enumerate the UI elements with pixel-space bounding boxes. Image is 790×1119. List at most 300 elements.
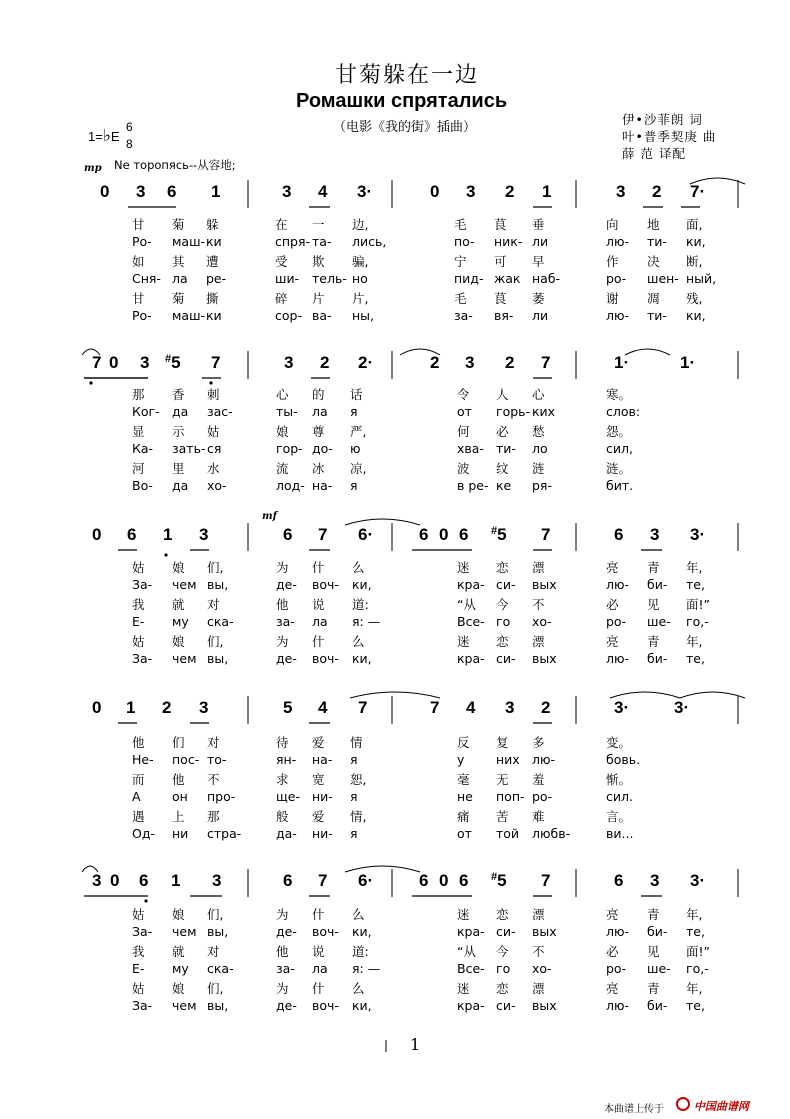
lyric-syllable: 难: [532, 809, 545, 825]
site-logo: [676, 1097, 749, 1114]
jianpu-note: 0: [110, 871, 120, 890]
lyric-syllable: ви...: [606, 826, 634, 841]
lyric-syllable: ши-: [275, 270, 300, 286]
lyric-syllable: 水: [207, 461, 220, 477]
jianpu-note: 3: [505, 698, 515, 717]
title-russian: Ромашки спрятались: [296, 90, 508, 112]
lyric-syllable: 可: [494, 254, 507, 270]
lyric-syllable: 娘: [276, 424, 289, 440]
lyric-syllable: 复: [496, 735, 509, 750]
jianpu-note: 7: [430, 698, 440, 717]
lyric-syllable: 漂: [532, 907, 545, 922]
lyric-syllable: 迷: [457, 634, 470, 650]
lyric-syllable: де-: [276, 998, 297, 1013]
lyric-syllable: 么: [352, 634, 365, 650]
lyric-syllable: 道:: [352, 944, 369, 960]
lyric-syllable: воч-: [312, 576, 339, 592]
jianpu-note: 0: [92, 525, 102, 544]
credit-lyricist: 伊•沙菲朗 词: [622, 112, 703, 127]
lyric-syllable: 般: [276, 809, 289, 825]
lyric-syllable: ты-: [276, 403, 298, 419]
jianpu-note: 2: [505, 182, 515, 201]
lyric-syllable: 凋: [647, 291, 660, 307]
lyric-syllable: 涟: [532, 461, 545, 477]
lyric-syllable: вы,: [207, 576, 229, 592]
lyric-syllable: ре-: [206, 270, 227, 286]
lyric-syllable: ше-: [647, 960, 671, 976]
lyric-syllable: 寒。: [606, 387, 632, 402]
lyric-syllable: ких: [532, 403, 556, 419]
lyric-syllable: де-: [276, 651, 297, 666]
jianpu-note: 5: [283, 698, 293, 717]
sharp-icon: #: [165, 353, 172, 365]
lyric-syllable: ки: [206, 233, 222, 249]
lyric-syllable: ря-: [532, 478, 552, 493]
lyric-syllable: де-: [276, 923, 297, 939]
lyric-syllable: 遭: [206, 254, 219, 270]
jianpu-note: 7·: [690, 182, 706, 201]
lyric-syllable: за-: [276, 960, 295, 976]
lyric-syllable: би-: [647, 923, 668, 939]
lyric-syllable: да: [172, 403, 189, 419]
lyric-syllable: чем: [172, 923, 197, 939]
octave-dot: [89, 381, 92, 384]
lyric-syllable: би-: [647, 576, 668, 592]
lyric-syllable: 什: [312, 907, 325, 922]
jianpu-note: [491, 871, 507, 891]
tie-slur: [345, 519, 420, 525]
lyric-syllable: пос-: [172, 751, 200, 767]
lyric-syllable: За-: [132, 576, 153, 592]
lyric-syllable: 亮: [606, 634, 619, 650]
dynamic-mf: mf: [262, 511, 277, 522]
lyric-syllable: 见: [647, 597, 660, 613]
lyric-syllable: пид-: [454, 270, 484, 286]
lyric-syllable: 骗,: [352, 254, 369, 270]
lyric-syllable: 香: [172, 387, 185, 402]
lyric-syllable: шен-: [647, 270, 679, 286]
lyric-syllable: 一: [312, 217, 325, 232]
lyric-syllable: 漂: [532, 981, 545, 997]
lyric-syllable: воч-: [312, 651, 339, 666]
lyric-syllable: кра-: [457, 998, 485, 1013]
lyric-syllable: 爱: [312, 809, 325, 825]
lyric-syllable: 纹: [496, 461, 509, 477]
lyric-syllable: 涟。: [606, 461, 632, 477]
lyric-syllable: ли: [532, 308, 549, 323]
jianpu-note: 0: [92, 698, 102, 717]
jianpu-note: 2: [541, 698, 551, 717]
lyric-syllable: жак: [494, 270, 521, 286]
lyric-syllable: я: [350, 403, 358, 419]
lyric-syllable: 对: [207, 597, 220, 613]
jianpu-note: 3: [650, 525, 660, 544]
lyric-syllable: 碎: [275, 291, 288, 307]
lyric-syllable: 为: [276, 634, 289, 650]
jianpu-note: 7: [541, 871, 551, 890]
lyric-syllable: 毫: [457, 772, 470, 788]
jianpu-note: 7: [211, 353, 221, 372]
jianpu-note: 6: [614, 871, 624, 890]
lyric-syllable: 就: [172, 944, 185, 960]
jianpu-note: 7: [318, 525, 328, 544]
lyric-syllable: ла: [312, 960, 328, 976]
lyric-syllable: 而: [132, 772, 145, 788]
lyric-syllable: 面!”: [686, 597, 710, 613]
lyric-syllable: 他: [132, 735, 145, 750]
lyric-syllable: ни: [172, 826, 189, 841]
lyric-syllable: ло: [532, 440, 548, 456]
lyric-syllable: Все-: [457, 960, 485, 976]
lyric-syllable: лю-: [606, 308, 630, 323]
lyric-syllable: 作: [606, 254, 619, 270]
jianpu-note: 7: [541, 525, 551, 544]
lyric-syllable: воч-: [312, 923, 339, 939]
lyric-syllable: Ро-: [132, 233, 152, 249]
jianpu-note: 0: [109, 353, 119, 372]
note-digit: 5: [497, 871, 507, 890]
key-letter: E: [110, 129, 120, 144]
lyric-syllable: в ре-: [457, 478, 489, 493]
lyric-syllable: го: [496, 960, 511, 976]
lyric-syllable: ке: [496, 478, 512, 493]
lyric-syllable: я: [350, 751, 358, 767]
lyric-syllable: ки: [206, 308, 222, 323]
lyric-syllable: 多: [532, 735, 545, 750]
lyric-syllable: ти-: [647, 308, 667, 323]
jianpu-note: 3: [140, 353, 150, 372]
lyric-syllable: 对: [207, 735, 220, 750]
lyric-syllable: си-: [496, 923, 516, 939]
lyric-syllable: 刺: [207, 387, 220, 402]
lyric-syllable: 情: [350, 735, 363, 750]
jianpu-note: 6·: [358, 871, 374, 890]
jianpu-note: 7: [318, 871, 328, 890]
lyric-syllable: 道:: [352, 597, 369, 613]
lyric-syllable: си-: [496, 576, 516, 592]
lyric-syllable: 姑: [207, 424, 220, 440]
lyric-syllable: бовь.: [606, 751, 641, 767]
lyric-syllable: Од-: [132, 826, 155, 841]
lyric-syllable: 地: [647, 217, 660, 232]
lyric-syllable: 残,: [686, 291, 703, 307]
subtitle: （电影《我的街》插曲）: [333, 120, 477, 135]
lyric-syllable: вы,: [207, 651, 229, 666]
lyric-syllable: 娘: [172, 981, 185, 997]
lyric-syllable: лю-: [606, 651, 630, 666]
jianpu-note: 3: [466, 182, 476, 201]
lyric-syllable: 在: [275, 217, 288, 232]
lyric-syllable: вых: [532, 923, 557, 939]
lyric-syllable: 令: [457, 387, 470, 402]
lyric-syllable: 亮: [606, 560, 619, 575]
lyric-syllable: 娘: [172, 634, 185, 650]
lyric-syllable: 青: [647, 560, 660, 575]
lyric-syllable: 茛: [494, 217, 507, 232]
lyric-syllable: хо-: [532, 960, 552, 976]
lyric-syllable: за-: [454, 308, 473, 323]
jianpu-note: 1·: [680, 353, 696, 372]
credit-composer: 叶•普季契庚 曲: [622, 129, 717, 144]
lyric-syllable: лод-: [276, 478, 305, 493]
lyric-syllable: 们,: [207, 981, 224, 997]
lyric-syllable: стра-: [207, 826, 242, 841]
lyric-syllable: 那: [132, 387, 145, 402]
lyric-syllable: 那: [207, 809, 220, 825]
jianpu-note: 3·: [614, 698, 630, 717]
lyric-syllable: 言。: [606, 809, 632, 825]
lyric-syllable: вых: [532, 576, 557, 592]
lyric-syllable: 亮: [606, 981, 619, 997]
lyric-syllable: 必: [496, 424, 509, 440]
lyric-syllable: му: [172, 960, 189, 976]
lyric-syllable: 遇: [132, 809, 145, 825]
lyric-syllable: 说: [312, 597, 325, 613]
lyric-syllable: 们,: [207, 634, 224, 650]
jianpu-note: 1: [542, 182, 552, 201]
lyric-syllable: любв-: [532, 826, 571, 841]
jianpu-note: 6: [283, 871, 293, 890]
lyric-syllable: я: [350, 826, 358, 841]
lyric-syllable: За-: [132, 651, 153, 666]
jianpu-note: 3: [282, 182, 292, 201]
lyric-syllable: ро-: [532, 788, 553, 804]
lyric-syllable: ю: [350, 440, 361, 456]
lyric-syllable: 必: [606, 944, 619, 960]
tie-slur: [680, 692, 745, 698]
lyric-syllable: да-: [276, 826, 297, 841]
lyric-syllable: 他: [276, 597, 289, 613]
lyric-syllable: я: [350, 478, 358, 493]
lyric-syllable: 边,: [352, 217, 369, 232]
lyric-syllable: 躲: [206, 217, 219, 232]
lyric-syllable: 心: [532, 387, 545, 402]
lyric-syllable: вы,: [207, 998, 229, 1013]
lyric-syllable: 么: [352, 560, 365, 575]
lyric-syllable: А: [132, 788, 141, 804]
jianpu-note: 2: [652, 182, 662, 201]
jianpu-note: 1: [126, 698, 136, 717]
lyric-syllable: ро-: [606, 270, 627, 286]
jianpu-note: 3: [92, 871, 102, 890]
lyric-syllable: 愁: [532, 424, 545, 440]
lyric-syllable: чем: [172, 576, 197, 592]
lyric-syllable: 示: [172, 424, 185, 440]
jianpu-note: 6: [139, 871, 149, 890]
jianpu-note: 3: [136, 182, 146, 201]
lyric-syllable: бит.: [606, 478, 634, 493]
lyric-syllable: 年,: [686, 907, 703, 922]
lyric-syllable: ще-: [276, 788, 300, 804]
lyric-syllable: би-: [647, 998, 668, 1013]
lyric-syllable: 其: [172, 254, 185, 270]
lyric-syllable: 甘: [132, 217, 145, 232]
lyric-syllable: ше-: [647, 613, 671, 629]
key-prefix: 1=: [88, 129, 103, 144]
lyric-syllable: них: [496, 751, 520, 767]
flat-icon: ♭: [102, 126, 111, 145]
lyric-syllable: 何: [457, 424, 470, 440]
lyric-syllable: 必: [606, 597, 619, 613]
lyric-syllable: 里: [172, 461, 185, 477]
lyric-syllable: ла: [312, 403, 328, 419]
lyric-syllable: 宁: [454, 254, 467, 270]
jianpu-note: 6·: [358, 525, 374, 544]
sharp-icon: #: [491, 871, 498, 883]
lyric-syllable: го,-: [686, 613, 709, 629]
jianpu-note: 3: [199, 525, 209, 544]
logo-mark-icon: [676, 1097, 690, 1111]
lyric-syllable: си-: [496, 651, 516, 666]
lyric-syllable: 无: [496, 772, 509, 788]
lyric-syllable: 年,: [686, 981, 703, 997]
lyric-syllable: Е-: [132, 613, 145, 629]
lyric-syllable: 羞: [532, 772, 545, 788]
tempo-marking: Ne торопясь--从容地;: [114, 158, 236, 172]
lyric-syllable: 话: [350, 387, 363, 402]
lyric-syllable: ки,: [352, 998, 372, 1013]
jianpu-note: 6: [127, 525, 137, 544]
lyric-syllable: вых: [532, 998, 557, 1013]
lyric-syllable: той: [496, 826, 520, 841]
lyric-syllable: зас-: [207, 403, 233, 419]
lyric-syllable: лю-: [532, 751, 556, 767]
lyric-syllable: 姑: [132, 981, 145, 997]
lyric-syllable: 亮: [606, 907, 619, 922]
lyric-syllable: лю-: [606, 923, 630, 939]
jianpu-note: 3·: [690, 871, 706, 890]
lyric-syllable: те,: [686, 998, 705, 1013]
lyric-syllable: 姑: [132, 634, 145, 650]
lyric-syllable: Е-: [132, 960, 145, 976]
lyric-syllable: 恋: [496, 981, 509, 997]
lyric-syllable: у: [457, 751, 465, 767]
lyric-syllable: 么: [352, 981, 365, 997]
lyric-syllable: сил,: [606, 440, 633, 456]
lyric-syllable: де-: [276, 576, 297, 592]
lyric-syllable: маш-: [172, 233, 206, 249]
lyric-syllable: си-: [496, 998, 516, 1013]
lyric-syllable: ла: [172, 270, 188, 286]
lyric-syllable: 姑: [132, 560, 145, 575]
jianpu-note: 3: [650, 871, 660, 890]
sharp-icon: #: [491, 525, 498, 537]
lyric-syllable: ки,: [352, 651, 372, 666]
lyric-syllable: 为: [276, 560, 289, 575]
lyric-syllable: 待: [276, 735, 289, 750]
lyric-syllable: 迷: [457, 981, 470, 997]
jianpu-note: 2·: [358, 353, 374, 372]
lyric-syllable: вы,: [207, 923, 229, 939]
jianpu-note: 6: [419, 525, 429, 544]
lyric-syllable: 恕,: [350, 772, 367, 788]
lyric-syllable: 向: [606, 217, 619, 232]
lyric-syllable: Сня-: [132, 270, 161, 286]
lyric-syllable: ян-: [276, 751, 297, 767]
lyric-syllable: но: [352, 270, 368, 286]
jianpu-note: 4: [318, 698, 328, 717]
lyric-syllable: 垂: [532, 217, 545, 232]
lyric-syllable: 甘: [132, 291, 145, 307]
lyric-syllable: 为: [276, 907, 289, 922]
lyric-syllable: 怨。: [606, 424, 632, 440]
lyric-syllable: 断,: [686, 254, 703, 270]
lyric-syllable: 不: [532, 597, 545, 613]
lyric-syllable: на-: [312, 478, 333, 493]
lyric-syllable: Во-: [132, 478, 153, 493]
lyric-syllable: 严,: [350, 424, 367, 440]
lyric-syllable: 为: [276, 981, 289, 997]
lyric-syllable: 就: [172, 597, 185, 613]
jianpu-note: 7: [92, 353, 102, 372]
lyric-syllable: 什: [312, 981, 325, 997]
lyric-syllable: 撕: [206, 291, 219, 307]
lyric-syllable: на-: [312, 751, 333, 767]
octave-dot: [164, 553, 167, 556]
lyric-syllable: 我: [132, 944, 145, 960]
lyric-syllable: лю-: [606, 576, 630, 592]
lyric-syllable: кра-: [457, 923, 485, 939]
jianpu-note: 3·: [357, 182, 373, 201]
jianpu-note: 1·: [614, 353, 630, 372]
lyric-syllable: 如: [132, 254, 145, 270]
lyric-syllable: 恋: [496, 907, 509, 922]
jianpu-note: [165, 353, 181, 373]
lyric-syllable: ки,: [686, 308, 706, 323]
lyric-syllable: ся: [207, 440, 222, 456]
lyric-syllable: 娘: [172, 560, 185, 575]
lyric-syllable: 上: [172, 809, 185, 825]
lyric-syllable: 宽: [312, 772, 325, 788]
lyric-syllable: ти-: [647, 233, 667, 249]
lyric-syllable: 爱: [312, 735, 325, 750]
lyric-syllable: ни-: [312, 788, 333, 804]
jianpu-note: 4: [466, 698, 476, 717]
jianpu-note: 6: [419, 871, 429, 890]
lyric-syllable: 面!”: [686, 944, 710, 960]
jianpu-note: 4: [318, 182, 328, 201]
lyric-syllable: 年,: [686, 560, 703, 575]
lyric-syllable: я: —: [352, 960, 381, 976]
lyric-syllable: ла: [312, 613, 328, 629]
lyric-syllable: ки,: [686, 233, 706, 249]
lyric-syllable: ный,: [686, 270, 717, 286]
lyric-syllable: Ро-: [132, 308, 152, 323]
lyric-syllable: 茛: [494, 291, 507, 307]
lyric-syllable: ки,: [352, 576, 372, 592]
lyric-syllable: 显: [132, 424, 145, 440]
lyric-syllable: го,-: [686, 960, 709, 976]
lyric-syllable: 说: [312, 944, 325, 960]
lyric-syllable: 么: [352, 907, 365, 922]
lyric-syllable: 反: [457, 735, 470, 750]
lyric-syllable: 今: [496, 944, 509, 960]
lyric-syllable: 见: [647, 944, 660, 960]
lyric-syllable: 恋: [496, 634, 509, 650]
upload-notice: 本曲谱上传于: [604, 1104, 664, 1115]
lyric-syllable: 对: [207, 944, 220, 960]
lyric-syllable: за-: [276, 613, 295, 629]
jianpu-note: 0: [439, 525, 449, 544]
lyric-syllable: зать-: [172, 440, 206, 456]
lyric-syllable: ны,: [352, 308, 375, 323]
lyric-syllable: ли: [532, 233, 549, 249]
jianpu-note: 6: [167, 182, 177, 201]
lyric-syllable: лись,: [352, 233, 387, 249]
lyric-syllable: ник-: [494, 233, 523, 249]
jianpu-note: 1: [211, 182, 221, 201]
lyric-syllable: ва-: [312, 308, 332, 323]
